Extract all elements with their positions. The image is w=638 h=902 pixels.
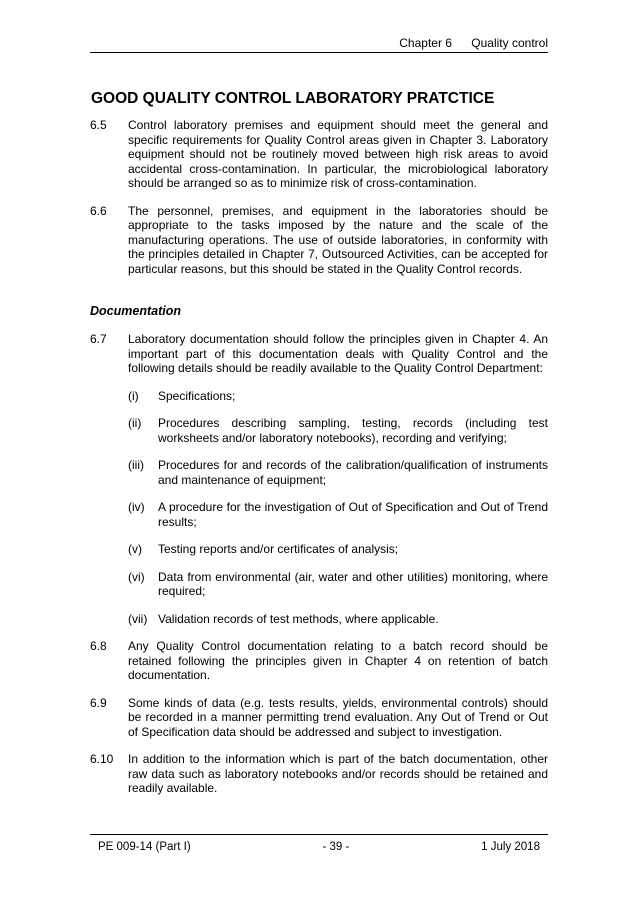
paragraph-text: Laboratory documentation should follow the principles given in Chapter 4. An important part of this documentation deals with Quality Control and the following details should be readily available to the Quality Control Department: (128, 332, 548, 375)
page-header (90, 36, 548, 53)
page-title: GOOD QUALITY CONTROL LABORATORY PRATCTICE (91, 90, 495, 107)
paragraph-number: 6.10 (90, 752, 114, 766)
list-item-text: Validation records of test methods, where applicable. (158, 611, 439, 626)
header-title: Quality control (471, 36, 548, 50)
list-item-number: (vi) (128, 569, 145, 584)
list-item-number: (iii) (128, 458, 144, 472)
list-item (128, 542, 548, 557)
paragraph-text: In addition to the information which is part of the batch documentation, other raw data such as laboratory notebooks and/or records should be retained and readily available. (128, 752, 548, 795)
list-item (128, 500, 548, 529)
list-item-text: Procedures for and records of the calibration/qualification of instruments and maintenance of equipment; (158, 458, 548, 487)
paragraph-6-9 (90, 696, 548, 740)
paragraph-number: 6.5 (90, 118, 107, 132)
list-item (128, 389, 548, 404)
paragraph-6-7 (90, 332, 548, 376)
list-item-number: (i) (128, 388, 139, 403)
paragraph-6-5 (90, 118, 548, 191)
paragraph-text: Control laboratory premises and equipment should meet the general and specific requirements for Quality Control areas given in Chapter 3. Laboratory equipment should not be routinely moved between high risk areas to avoid accidental cross-contamination. In particular, the microbiological laboratory should be arranged so as to minimize risk of cross-contamination. (128, 118, 548, 190)
documentation-list (128, 389, 548, 627)
footer-page-number: - 39 - (322, 841, 350, 853)
list-item-text: A procedure for the investigation of Out of Specification and Out of Trend results; (158, 500, 548, 529)
list-item-text: Testing reports and/or certificates of analysis; (158, 542, 399, 556)
paragraph-text: Any Quality Control documentation relating to a batch record should be retained following the principles given in Chapter 4 on retention of batch documentation. (128, 639, 548, 682)
paragraph-number: 6.9 (90, 695, 107, 710)
list-item-number: (v) (128, 542, 142, 556)
paragraph-number: 6.6 (90, 203, 107, 218)
section-heading-documentation: Documentation (90, 304, 181, 318)
list-item-text: Data from environmental (air, water and other utilities) monitoring, where required; (158, 569, 548, 598)
footer-date: 1 July 2018 (481, 841, 540, 853)
list-item (128, 570, 548, 599)
list-item-text: Procedures describing sampling, testing, records (including test worksheets and/or laboratory notebooks), recording and verifying; (158, 416, 548, 445)
paragraph-text: Some kinds of data (e.g. tests results, yields, environmental controls) should be recorded in a manner permitting trend evaluation. Any Out of Trend or Out of Specification data should be addressed and subject to investigation. (128, 695, 548, 739)
list-item-number: (ii) (128, 416, 142, 430)
paragraph-text: The personnel, premises, and equipment in the laboratories should be appropriate to the tasks imposed by the nature and the scale of the manufacturing operations. The use of outside laboratories, in conformity with the principles detailed in Chapter 7, Outsourced Activities, can be accepted for particular reasons, but this should be stated in the Quality Control records. (128, 203, 548, 276)
list-item (128, 458, 548, 487)
paragraph-6-6 (90, 204, 548, 277)
paragraph-number: 6.7 (90, 332, 107, 346)
list-item-text: Specifications; (158, 388, 236, 403)
list-item-number: (vii) (128, 611, 148, 626)
footer-document-id: PE 009-14 (Part I) (98, 841, 191, 853)
paragraph-6-8 (90, 639, 548, 683)
paragraph-6-10 (90, 752, 548, 796)
list-item (128, 416, 548, 445)
list-item-number: (iv) (128, 500, 145, 514)
list-item (128, 612, 548, 627)
header-chapter: Chapter 6 (399, 36, 452, 50)
document-body (90, 118, 548, 809)
paragraph-number: 6.8 (90, 639, 107, 653)
page-footer (90, 834, 548, 853)
